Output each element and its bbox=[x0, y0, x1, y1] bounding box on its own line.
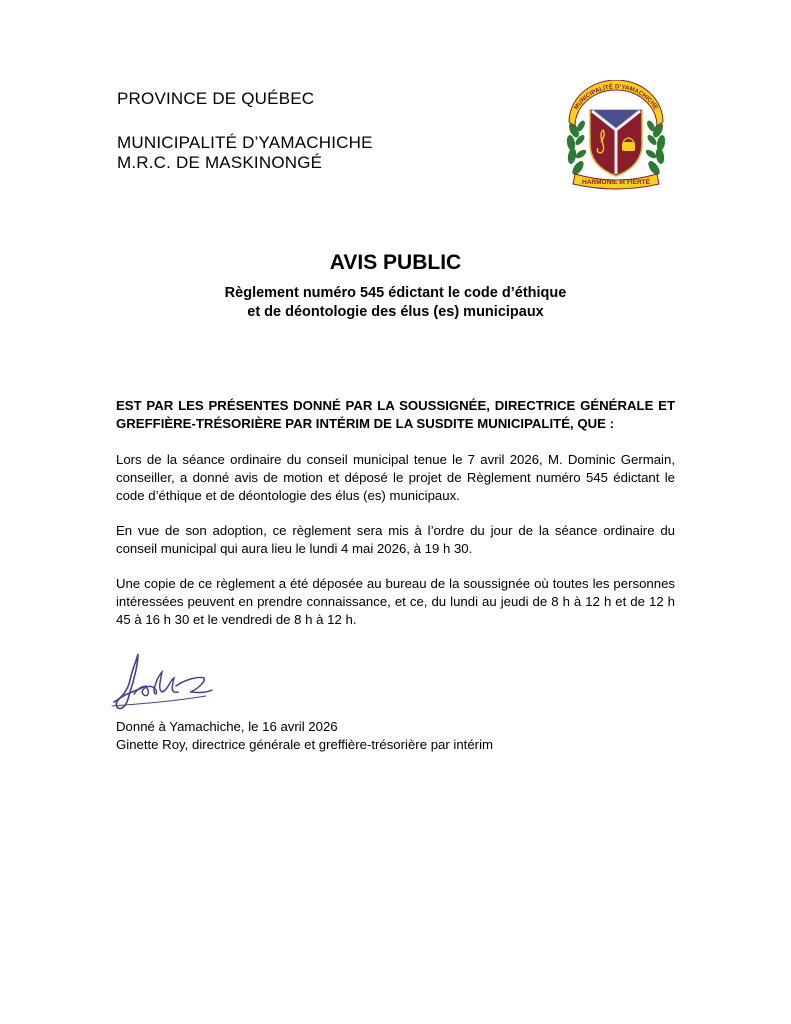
notice-subtitle-line2: et de déontologie des élus (es) municipaux bbox=[247, 304, 544, 320]
mrc-line: M.R.C. DE MASKINONGÉ bbox=[117, 153, 323, 172]
municipality-line: MUNICIPALITÉ D’YAMACHICHE bbox=[117, 133, 373, 152]
svg-text:MUNICIPALITÉ D’YAMACHICHE: MUNICIPALITÉ D’YAMACHICHE bbox=[572, 83, 660, 111]
province-line: PROVINCE DE QUÉBEC bbox=[117, 89, 315, 108]
svg-text:HARMONIE et FIERTÉ: HARMONIE et FIERTÉ bbox=[582, 179, 650, 186]
intro-paragraph: EST PAR LES PRÉSENTES DONNÉ PAR LA SOUSSIGNÉE, DIRECTRICE GÉNÉRALE ET GREFFIÈRE-TRÉSORIÈRE PAR INTÉRIM DE LA SUSDITE MUNICIPALITÉ, QUE : bbox=[116, 398, 675, 431]
place-date-line: Donné à Yamachiche, le 16 avril 2026 bbox=[116, 719, 338, 734]
notice-title: AVIS PUBLIC bbox=[329, 251, 462, 274]
notice-subtitle-line1: Règlement numéro 545 édictant le code d’éthique bbox=[224, 285, 567, 301]
municipality-coat-of-arms-logo bbox=[561, 80, 671, 192]
handwritten-signature bbox=[108, 650, 218, 712]
adoption-paragraph: En vue de son adoption, ce règlement sera mis à l’ordre du jour de la séance ordinaire du conseil municipal qui aura lieu le lundi 4 mai 2026, à 19 h 30. bbox=[116, 523, 675, 556]
motion-paragraph: Lors de la séance ordinaire du conseil municipal tenue le 7 avril 2026, M. Dominic Germain, conseiller, a donné avis de motion et déposé le projet de Règlement numéro 545 édictant le code d’éthique et de déontologie des élus (es) municipaux. bbox=[116, 452, 675, 503]
signatory-line: Ginette Roy, directrice générale et greffière-trésorière par intérim bbox=[116, 737, 493, 752]
consultation-paragraph: Une copie de ce règlement a été déposée au bureau de la soussignée où toutes les personnes intéressées peuvent en prendre connaissance, et ce, du lundi au jeudi de 8 h à 12 h et de 12 h 45 à 16 h 30 et le vendredi de 8 h à 12 h. bbox=[116, 576, 675, 627]
